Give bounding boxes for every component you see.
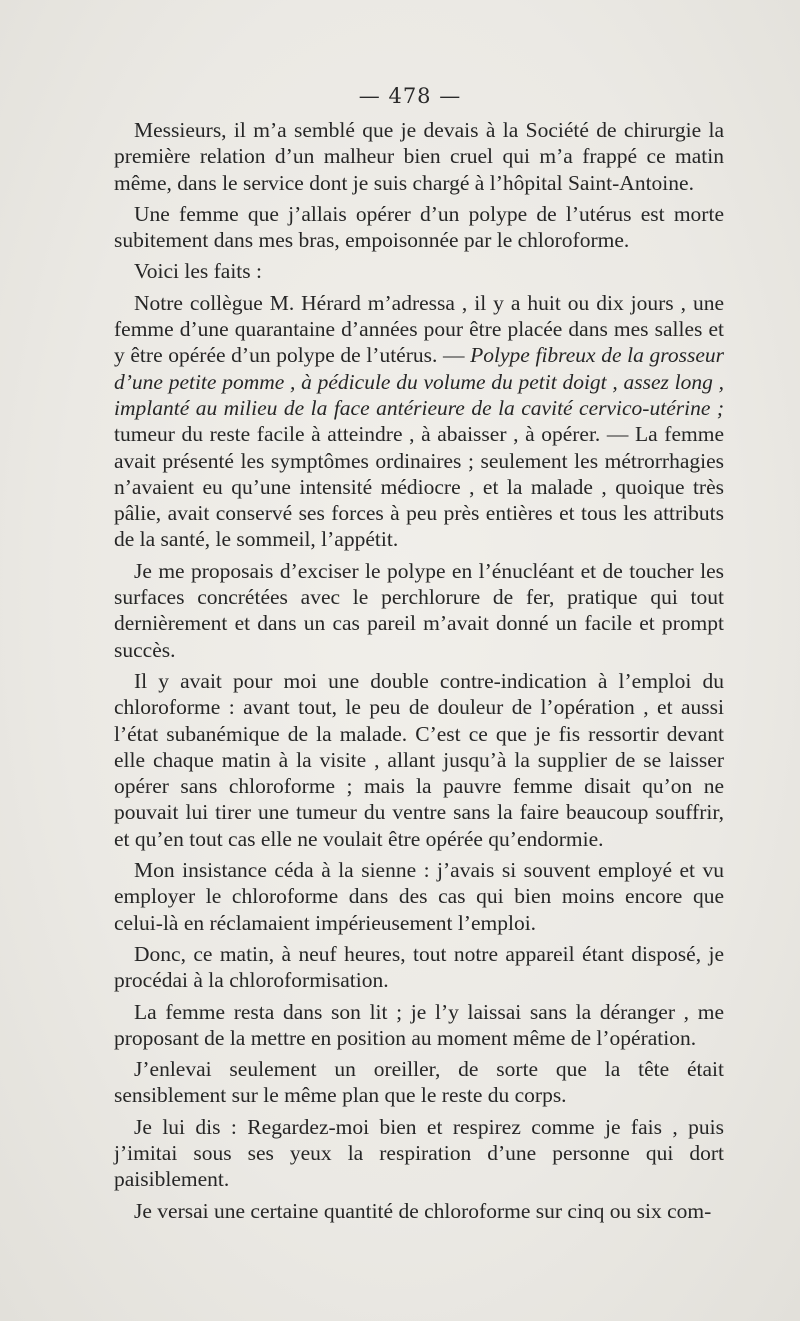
paragraph-text: J’enlevai seulement un oreiller, de sorte que la tête était sensiblement sur le même plan que le reste du corps. — [114, 1057, 724, 1108]
paragraph-text: Voici les faits : — [134, 259, 262, 284]
paragraph-text: Je versai une certaine quantité de chloroforme sur cinq ou six com- — [134, 1198, 712, 1223]
paragraph — [114, 1056, 724, 1109]
page-body-text — [114, 117, 724, 1229]
paragraph — [114, 999, 724, 1052]
paragraph — [114, 941, 724, 994]
paragraph — [114, 117, 724, 196]
paragraph-text: Je me proposais d’exciser le polype en l’énucléant et de toucher les surfaces concrétées avec le perchlorure de fer, pratique qui tout dernièrement et dans un cas pareil m’avait donné un facile et prompt succès. — [114, 558, 724, 662]
paragraph-text: Mon insistance céda à la sienne : j’avais si souvent employé et vu employer le chloroforme dans des cas qui bien moins encore que celui-là en réclamaient impérieusement l’emploi. — [114, 858, 724, 935]
paragraph — [114, 290, 724, 553]
paragraph-text: Il y avait pour moi une double contre-indication à l’emploi du chloroforme : avant tout, le peu de douleur de l’opération , et aussi l’état subanémique de la malade. C’est ce que je fis ressortir devant elle chaque matin à la visite , allant jusqu’à la supplier de se laisser opérer sans chloroforme ; mais la pauvre femme disait qu’on ne pouvait lui tirer une tumeur du ventre sans la faire beaucoup souffrir, et qu’en tout cas elle ne voulait être opérée qu’endormie. — [114, 668, 724, 851]
paragraph-text: Donc, ce matin, à neuf heures, tout notre appareil étant disposé, je procédai à la chloroformisation. — [114, 941, 724, 993]
paragraph — [114, 668, 724, 852]
paragraph — [114, 1198, 724, 1224]
paragraph — [114, 558, 724, 663]
paragraph — [114, 258, 724, 284]
italic-description: Polype fibreux de la grosseur d’une petite pomme , à pédicule du volume du petit doigt , assez long , implanté au milieu de la face antérieure de la cavité cervico-utérine ; — [114, 343, 724, 420]
paragraph-text: Notre collègue M. Hérard m’adressa , il y a huit ou dix jours , une femme d’une quarantaine d’années pour être placée dans mes salles et y être opérée d’un polype de l’utérus. — — [114, 290, 724, 368]
paragraph-text: Je lui dis : Regardez-moi bien et respirez comme je fais , puis j’imitai sous ses yeux la respiration d’une personne qui dort paisiblement. — [114, 1114, 724, 1192]
paragraph-text: tumeur du reste facile à atteindre , à abaisser , à opérer. — La femme avait présenté les symptômes ordinaires ; seulement les métrorrhagies n’avaient eu qu’une intensité médiocre , et la malade , quoique très pâlie, avait conservé ses forces à peu près entières et tous les attributs de la santé, le sommeil, l’appétit. — [114, 422, 724, 552]
paragraph — [114, 201, 724, 254]
paragraph-text: La femme resta dans son lit ; je l’y laissai sans la déranger , me proposant de la mettre en position au moment même de l’opération. — [114, 999, 724, 1050]
paragraph-text: Une femme que j’allais opérer d’un polype de l’utérus est morte subitement dans mes bras, empoisonnée par le chloroforme. — [114, 201, 724, 253]
paragraph-text: Messieurs, il m’a semblé que je devais à la Société de chirurgie la première relation d’un malheur bien cruel qui m’a frappé ce matin même, dans le service dont je suis chargé à l’hôpital Saint-Antoine. — [114, 118, 724, 195]
paragraph — [114, 857, 724, 936]
page-number: — 478 — — [358, 84, 462, 108]
paragraph — [114, 1114, 724, 1193]
